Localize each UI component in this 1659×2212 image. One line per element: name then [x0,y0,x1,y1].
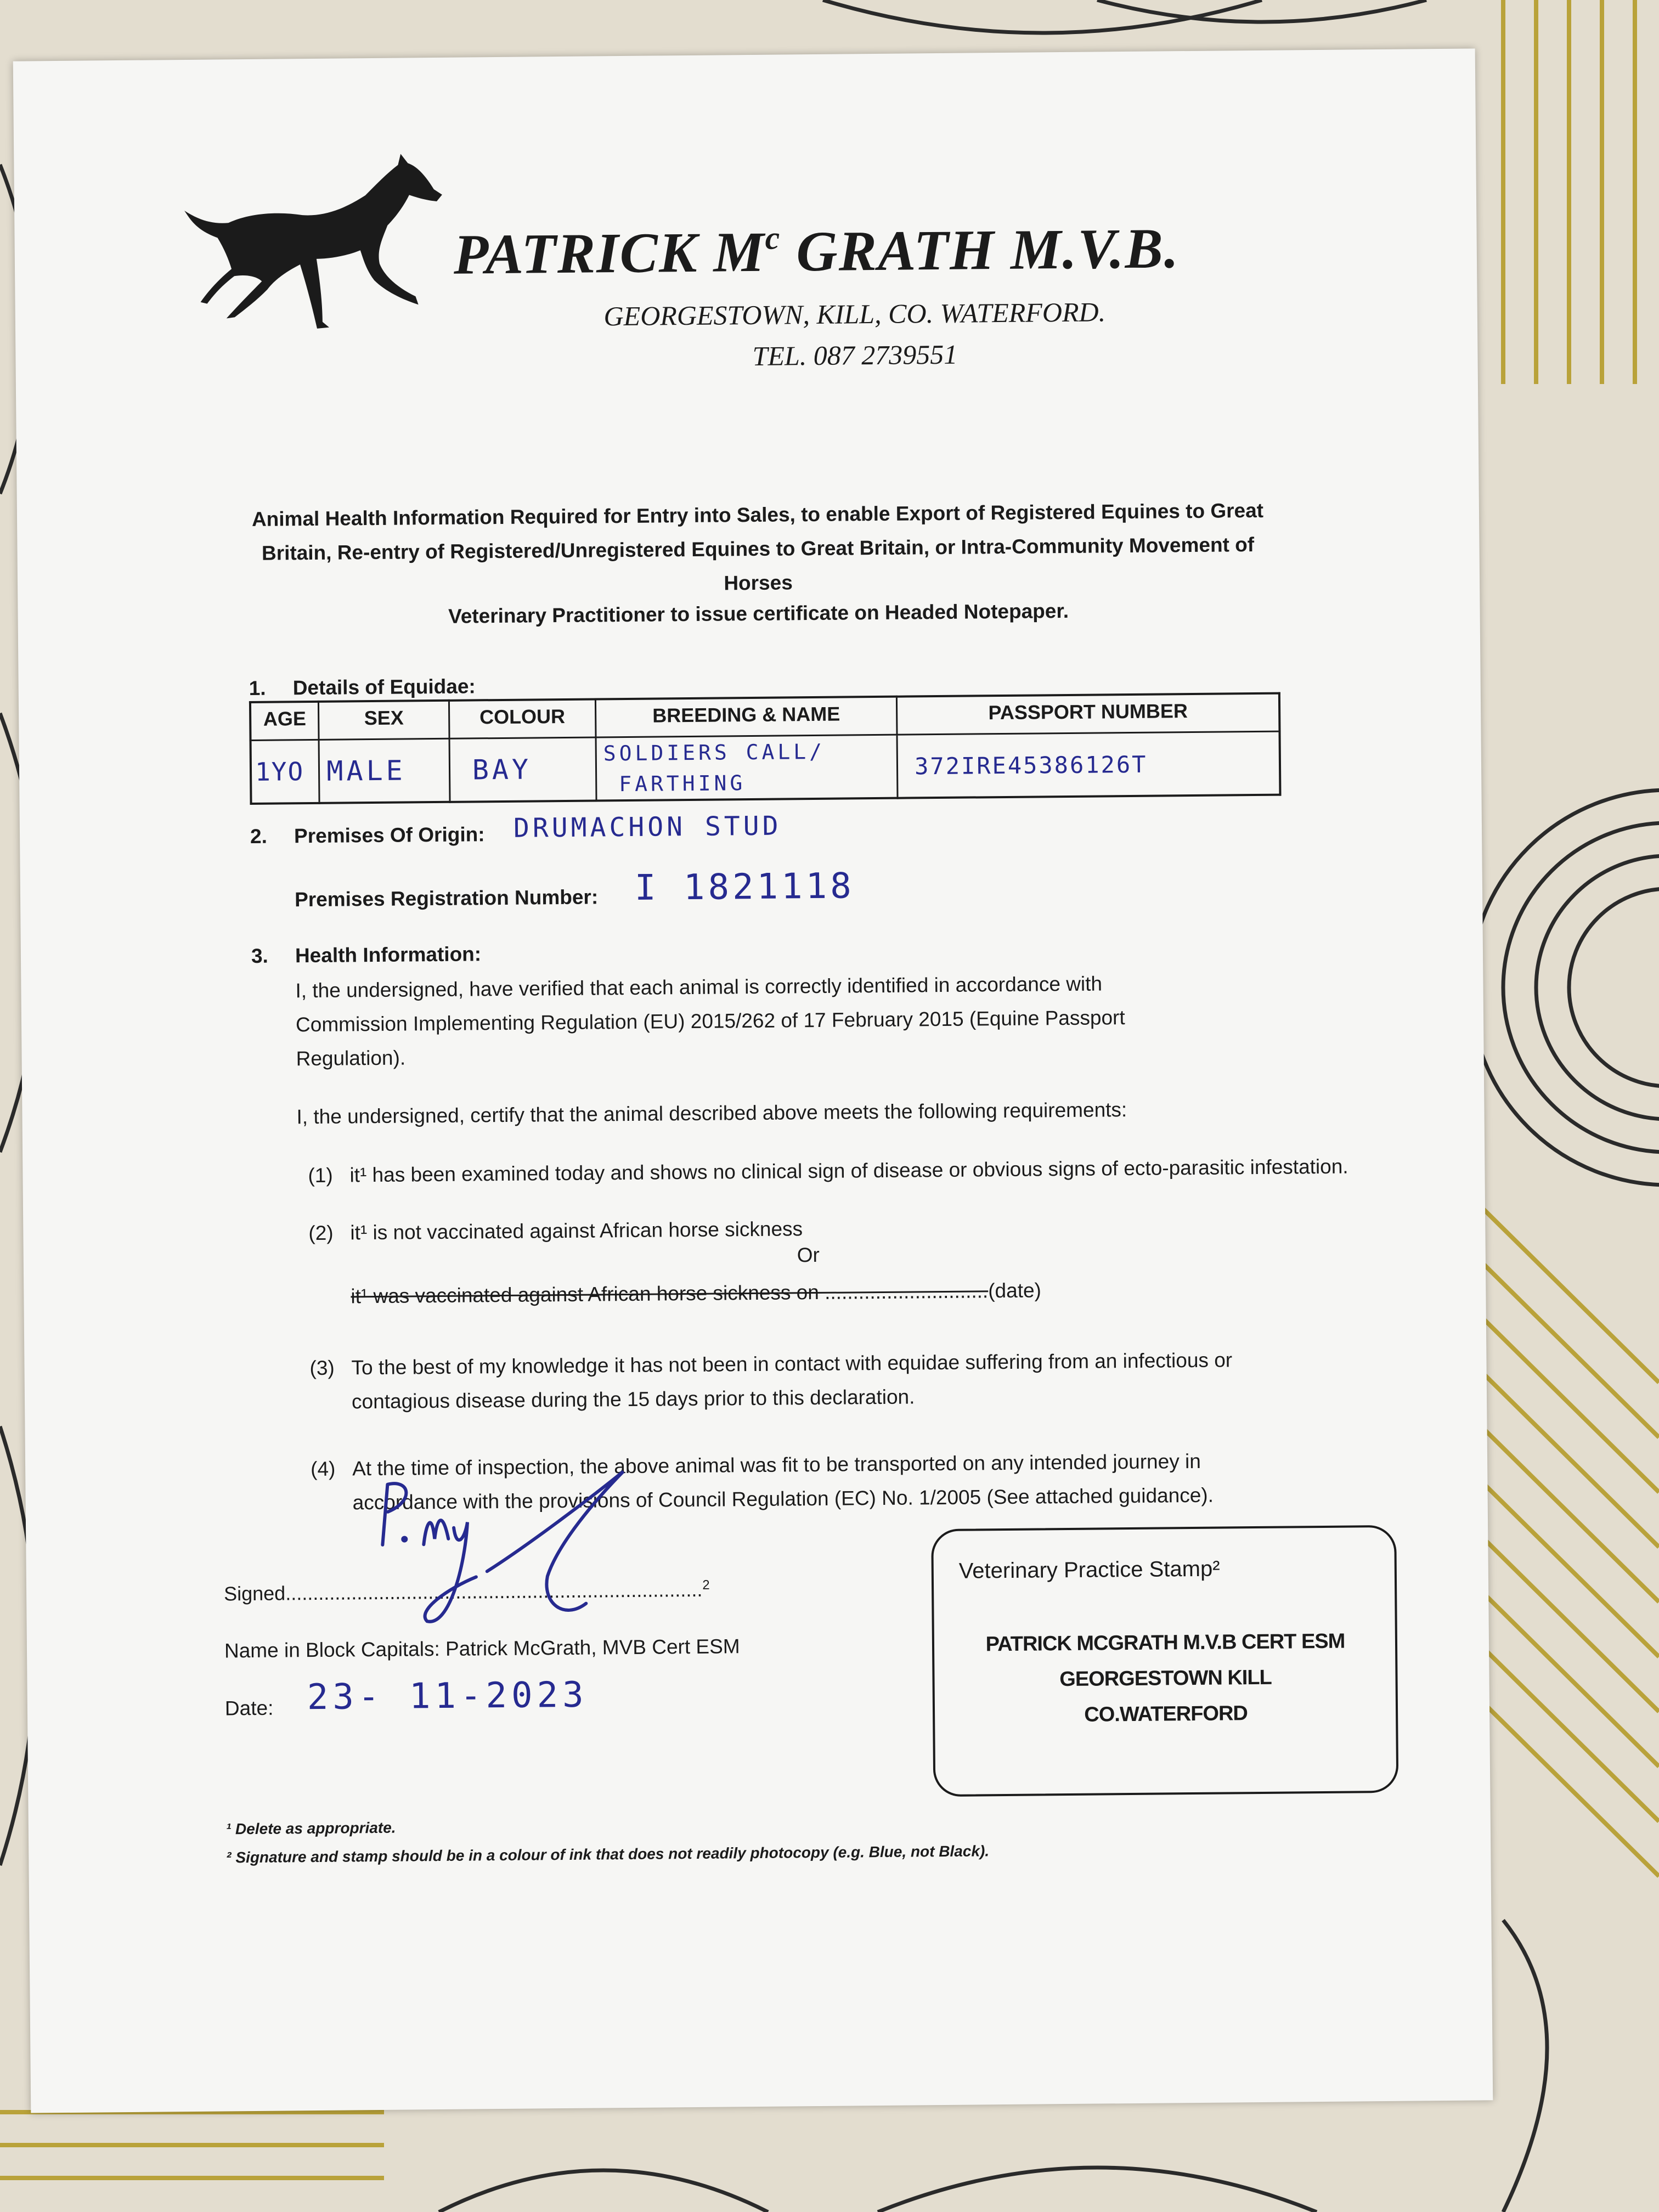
date-value: 23- 11-2023 [307,1674,588,1718]
stamp-line-2: GEORGESTOWN KILL [1059,1666,1272,1691]
header-colour: COLOUR [449,699,596,738]
requirement-2-alternative: it¹ was vaccinated against African horse sickness on .............................(date) [351,1279,1042,1308]
footnote-2: ² Signature and stamp should be in a colour of ink that does not readily photocopy (e.g. Blue, not Black). [226,1842,990,1866]
header-passport-number: PASSPORT NUMBER [897,693,1280,735]
stamp-line-3: CO.WATERFORD [1084,1702,1248,1726]
vet-phone: TEL. 087 2739551 [752,338,958,371]
stamp-title: Veterinary Practice Stamp² [958,1556,1220,1583]
section1-heading: 1. Details of Equidae: [249,675,476,699]
section3-heading: 3. Health Information: [251,943,482,967]
header-breeding-name: BREEDING & NAME [595,697,897,737]
or-separator: Or [797,1243,820,1267]
intro-text: Animal Health Information Required for Entry into Sales, to enable Export of Registered Equines to Great Britain, Re-entry of Registered/Unregistered Equines to Great Britain, or Intra-Community Movement of Horses [251,499,1264,595]
date-label: Date: [224,1696,274,1720]
requirement-3: (3) To the best of my knowledge it has not been in contact with equidae suffering from an infectious or contagious disease during the 15 days prior to this declaration. [309,1348,1233,1413]
premises-registration-label: Premises Registration Number: [294,885,599,911]
certification-paragraph: I, the undersigned, certify that the animal described above meets the following requirements: [296,1098,1127,1128]
signed-line: Signed............................................................................$^2$ [223,1577,710,1605]
vet-address: GEORGESTOWN, KILL, CO. WATERFORD. [603,296,1106,332]
vet-name-heading: PATRICK $M^c$ GRATH M.V.B. [453,217,1180,286]
verification-paragraph: I, the undersigned, have verified that each animal is correctly identified in accordance with Commission Implementing Regulation (EU) 2015/262 of 17 February 2015 (Equine Passport Regulation). [295,972,1125,1070]
stamp-line-1: PATRICK MCGRATH M.V.B CERT ESM [985,1629,1345,1656]
name-in-block-capitals: Name in Block Capitals: Patrick McGrath, MVB Cert ESM [224,1635,740,1662]
certificate-page [13,48,1493,2113]
equidae-details-table [249,692,1282,805]
premises-registration-value: I 1821118 [634,866,855,909]
cell-breeding-name: SOLDIERS CALL/ FARTHING [596,735,898,800]
requirement-2: (2) it¹ is not vaccinated against African horse sickness [308,1217,803,1245]
section2-heading: 2. Premises Of Origin: [250,823,485,848]
cell-age: 1YO [251,740,320,804]
cell-passport-number: 372IRE45386126T [897,731,1280,798]
cell-colour: BAY [449,737,596,802]
cell-sex: MALE [319,738,449,803]
galloping-horse-icon [184,151,449,334]
footnote-1: ¹ Delete as appropriate. [225,1819,396,1838]
header-sex: SEX [319,701,449,740]
header-age: AGE [250,702,319,741]
requirement-4: (4) At the time of inspection, the above animal was fit to be transported on any intended journey in accordance with the provisions of Council Regulation (EC) No. 1/2005 (See attached guidance). [310,1449,1214,1514]
intro-subtitle: Veterinary Practitioner to issue certificate on Headed Notepaper. [448,599,1069,628]
premises-of-origin-value: DRUMACHON STUD [513,810,782,844]
requirement-1: (1) it¹ has been examined today and shows no clinical sign of disease or obvious signs of ecto-parasitic infestation. [308,1155,1348,1187]
handwritten-signature [365,1459,784,1644]
